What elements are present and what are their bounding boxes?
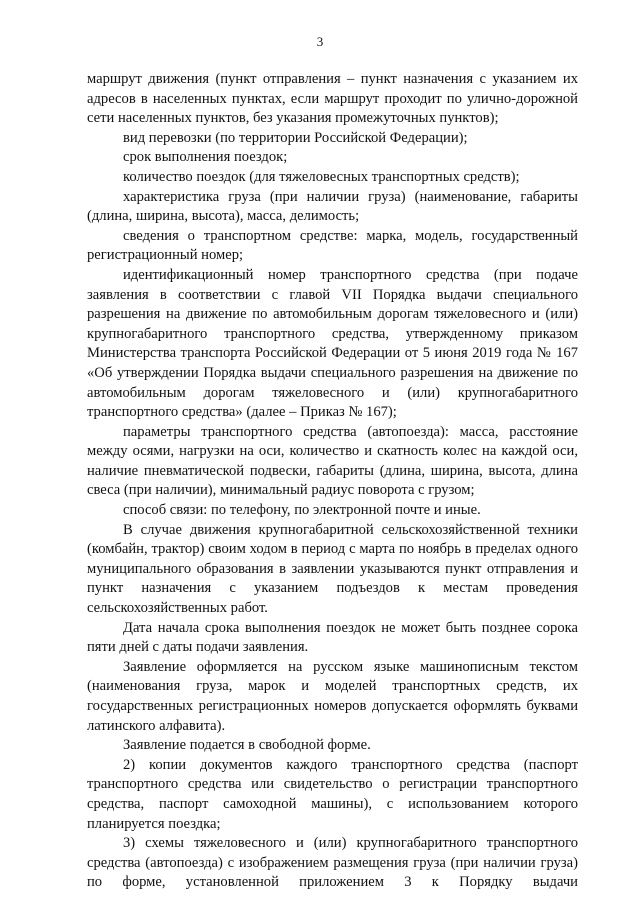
paragraph-cargo-characteristics: характеристика груза (при наличии груза) (наименование, габариты (длина, ширина, высота), масса, делимость; [87, 188, 578, 225]
paragraph-agricultural-machinery: В случае движения крупногабаритной сельскохозяйственной техники (комбайн, трактор) своим ходом в период с марта по ноябрь в пределах одного муниципального образования в заявлении указываются пункт отправления и пункт назначения с указанием подъездов к местам проведения сельскохозяйственных работ. [87, 521, 578, 617]
paragraph-vehicle-parameters: параметры транспортного средства (автопоезда): масса, расстояние между осями, нагрузки на оси, количество и скатность колес на каждой оси, наличие пневматической подвески, габариты (длина, ширина, высота, длина свеса (при наличии), минимальный радиус поворота с грузом; [87, 423, 578, 499]
paragraph-vehicle-id-number: идентификационный номер транспортного средства (при подаче заявления в соответствии с главой VII Порядка выдачи специального разрешения на движение по автомобильным дорогам тяжеловесного и (или) крупногабаритного транспортного средства, утвержденному приказом Министерства транспорта Российской Федерации от 5 июня 2019 года № 167 «Об утверждении Порядка выдачи специального разрешения на движение по автомобильным дорогам тяжеловесного и (или) крупногабаритного транспортного средства» (далее – Приказ № 167); [87, 266, 578, 421]
paragraph-trip-count: количество поездок (для тяжеловесных транспортных средств); [123, 168, 520, 185]
paragraph-contact-method: способ связи: по телефону, по электронной почте и иные. [123, 502, 481, 519]
paragraph-item-3-vehicle-schemes: 3) схемы тяжеловесного и (или) крупногабаритного транспортного средства (автопоезда) с изображением размещения груза (при наличии груза) по форме, установленной приложением 3 к Порядку выдачи [87, 835, 578, 891]
page-number: 3 [316, 34, 324, 49]
paragraph-item-2-document-copies: 2) копии документов каждого транспортного средства (паспорт транспортного средства или свидетельство о регистрации транспортного средства, паспорт самоходной машины), с использованием которого планируется поездка; [87, 756, 578, 832]
document-body [87, 70, 578, 893]
paragraph-transport-type: вид перевозки (по территории Российской Федерации); [123, 129, 468, 146]
paragraph-start-date-limit: Дата начала срока выполнения поездок не может быть позднее сорока пяти дней с даты подачи заявления. [87, 619, 578, 656]
paragraph-vehicle-info: сведения о транспортном средстве: марка, модель, государственный регистрационный номер; [87, 227, 578, 264]
paragraph-language-requirement: Заявление оформляется на русском языке машинописным текстом (наименования груза, марок и моделей транспортных средств, их государственных регистрационных номеров допускается оформлять буквами латинского алфавита). [87, 658, 578, 734]
paragraph-free-form: Заявление подается в свободной форме. [123, 737, 371, 754]
paragraph-route: маршрут движения (пункт отправления – пункт назначения с указанием их адресов в населенных пунктах, если маршрут проходит по улично-дорожной сети населенных пунктов, без указания промежуточных пунктов); [87, 71, 578, 127]
paragraph-trip-period: срок выполнения поездок; [123, 149, 288, 166]
